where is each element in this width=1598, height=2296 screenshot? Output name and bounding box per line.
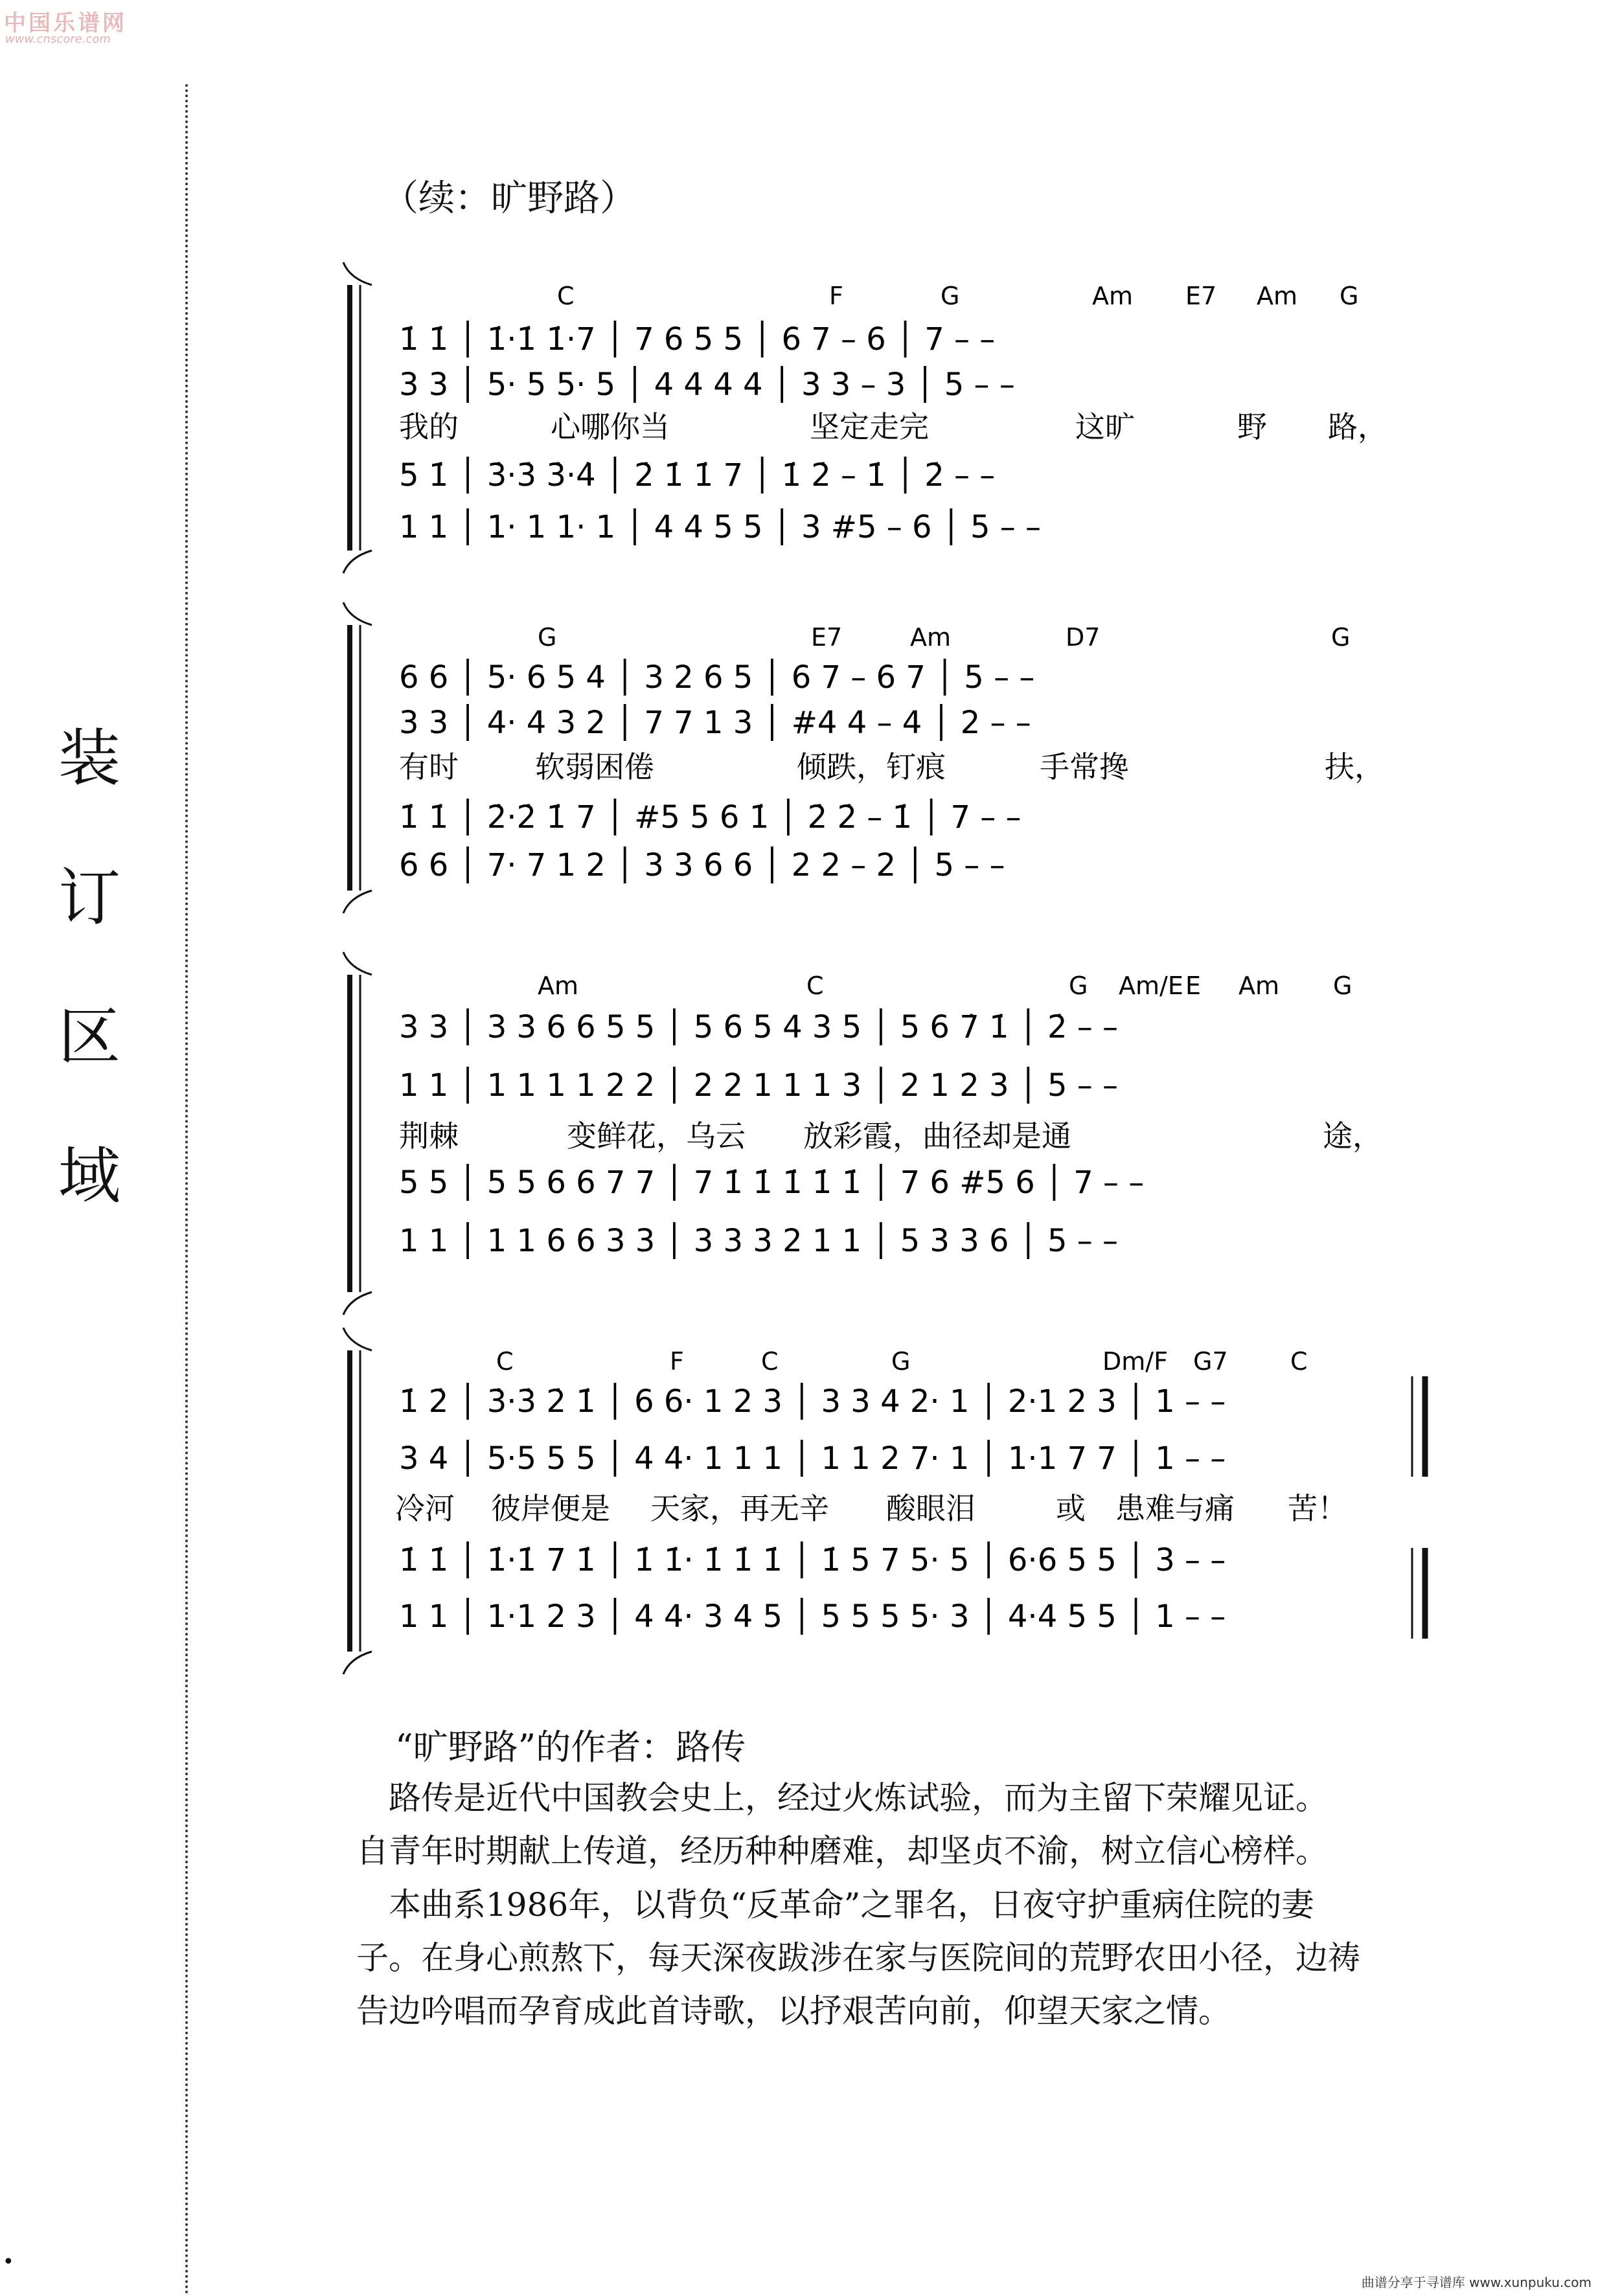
binding-char-3: 区: [58, 1001, 120, 1073]
author-paragraph-2-line-1: 本曲系1986年，以背负“反革命”之罪名，日夜守护重病住院的妻: [356, 1886, 1314, 1924]
system-1-row-2: 3 3 │ 5· 5 5· 5 │ 4 4 4 4 │ 3 3 – 3 │ 5 – –: [399, 367, 1015, 403]
system-2-row-4: 6 6 │ 7· 7 1 2 │ 3 3 6 6 │ 2 2 – 2 │ 5 – –: [399, 847, 1005, 883]
system-4-chord-2: F: [670, 1347, 684, 1376]
system-2-chord-4: D7: [1066, 623, 1101, 652]
system-3-lyric-4: 途，: [1323, 1119, 1382, 1154]
system-4-lyric-5: 或: [1056, 1491, 1086, 1526]
system-1-chord-3: G: [941, 282, 960, 310]
system-4-row-2: 3 4 │ 5·5 5 5 │ 4 4· 1 1 1 │ 1 1 2 7· 1 │ 1·1 7 7 │ 1 – –: [399, 1440, 1226, 1477]
binding-char-1: 装: [58, 722, 120, 795]
system-4-chord-7: C: [1290, 1347, 1308, 1376]
system-2-lyric-5: 扶，: [1325, 749, 1384, 784]
system-3-row-2: 1 1 │ 1 1 1 1 2 2 │ 2 2 1 1 1 3 │ 2 1 2 3 │ 5 – –: [399, 1067, 1119, 1104]
binding-char-2: 订: [58, 861, 120, 934]
system-3-row-1: 3 3 │ 3 3 6 6 5 5 │ 5 6 5 4 3 5 │ 5 6 7̇ 1̇ │ 2̇ – –: [399, 1009, 1119, 1045]
system-2-chord-1: G: [538, 623, 557, 652]
author-paragraph-2-line-3: 告边吟唱而孕育成此首诗歌，以抒艰苦向前，仰望天家之情。: [356, 1992, 1231, 2030]
system-3-chord-1: Am: [538, 972, 579, 1000]
system-2-chord-3: Am: [910, 623, 952, 652]
system-4-lyric-3: 天家，再无辛: [650, 1491, 829, 1526]
system-3-row-3: 5 5 │ 5 5 6 6 7 7 │ 7 1̇ 1̇ 1̇ 1̇ 1̇ │ 7 6 #5 6 │ 7 – –: [399, 1165, 1145, 1201]
system-1-row-1: 1̇ 1̇ │ 1̇·1̇ 1̇·7 │ 7 6 5 5 │ 6 7 – 6 │ 7 – –: [399, 321, 996, 358]
watermark-url: www.cnscore.com: [5, 32, 111, 46]
system-3-chord-5: E: [1185, 972, 1202, 1000]
system-4-row-1: 1̇ 2̇ │ 3̇·3̇ 2̇ 1̇ │ 6 6· 1 2 3 │ 3 3 4 2· 1 │ 2·1 2 3 │ 1 – –: [399, 1383, 1226, 1420]
system-2-chord-2: E7: [811, 623, 843, 652]
system-2-row-3: 1̇ 1̇ │ 2̇·2̇ 1̇ 7 │ #5 5 6 1̇ │ 2̇ 2̇ – 1̇ │ 7 – –: [399, 799, 1022, 835]
system-2-row-1: 6 6 │ 5· 6 5 4 │ 3 2 6 5 │ 6 7 – 6 7 │ 5 – –: [399, 659, 1035, 696]
author-paragraph-1-line-2: 自青年时期献上传道，经历种种磨难，却坚贞不渝，树立信心榜样。: [356, 1832, 1328, 1870]
system-4-lyric-1: 冷河: [395, 1491, 455, 1526]
system-1-row-3: 5 1̇ │ 3̇·3̇ 3̇·4̇ │ 2̇ 1̇ 1̇ 7 │ 1̇ 2̇ – 1̇ │ 2̇ – –: [399, 457, 996, 494]
page-dot: •: [3, 2251, 14, 2273]
system-1-bracket-top: [343, 262, 372, 285]
system-1-lyric-4: 这旷: [1075, 409, 1135, 444]
system-3-bracket-top: [343, 952, 372, 975]
system-3-chord-6: Am: [1238, 972, 1280, 1000]
system-3-chord-4: Am/E: [1119, 972, 1183, 1000]
system-1-bracket-bottom: [343, 551, 372, 573]
system-2-lyric-2: 软弱困倦: [535, 749, 654, 784]
author-paragraph-2: [356, 1878, 1483, 2038]
system-4-bracket-top: [343, 1328, 372, 1350]
system-4-chord-3: C: [761, 1347, 779, 1376]
system-2-chord-5: G: [1331, 623, 1351, 652]
system-1-chord-6: Am: [1257, 282, 1298, 310]
system-4-row-4: 1 1 │ 1·1 2 3 │ 4 4· 3 4 5 │ 5 5 5 5· 3 │ 4·4 5 5 │ 1 – –: [399, 1598, 1226, 1635]
system-1-chord-1: C: [557, 282, 575, 310]
system-1-chord-2: F: [829, 282, 843, 310]
system-1-lyric-6: 路，: [1328, 409, 1387, 444]
system-1-lyric-3: 坚定走完: [810, 409, 929, 444]
system-4-lyric-4: 酸眼泪: [886, 1491, 976, 1526]
author-title: “旷野路”的作者：路传: [395, 1727, 746, 1767]
author-paragraph-1: [356, 1771, 1483, 1878]
system-1-lyric-2: 心哪你当: [551, 409, 670, 444]
system-4-chord-4: G: [891, 1347, 911, 1376]
system-3-chord-2: C: [806, 972, 824, 1000]
author-paragraph-1-line-1: 路传是近代中国教会史上，经过火炼试验，而为主留下荣耀见证。: [356, 1779, 1328, 1817]
binding-char-4: 域: [58, 1140, 120, 1212]
system-3-lyric-3: 放彩霞，曲径却是通: [803, 1119, 1071, 1154]
system-4-bracket-bottom: [343, 1652, 372, 1674]
system-2-lyric-3: 倾跌，钉痕: [797, 749, 946, 784]
system-1-chord-4: Am: [1092, 282, 1134, 310]
system-2-lyric-4: 手常搀: [1040, 749, 1129, 784]
system-1-row-4: 1 1 │ 1· 1 1· 1 │ 4 4 5 5 │ 3 #5 – 6 │ 5 – –: [399, 509, 1042, 545]
system-2-bracket-bottom: [343, 891, 372, 913]
system-3-chord-7: G: [1333, 972, 1353, 1000]
system-4-lyric-2: 彼岸便是: [491, 1491, 610, 1526]
system-4-chord-1: C: [496, 1347, 514, 1376]
watermark-logo: 中国乐谱网: [4, 10, 127, 36]
system-1-lyric-1: 我的: [399, 409, 459, 444]
system-3-chord-3: G: [1069, 972, 1088, 1000]
system-3-lyric-2: 变鲜花，乌云: [567, 1119, 746, 1154]
system-4-lyric-7: 苦！: [1288, 1491, 1347, 1526]
system-4-chord-5: Dm/F: [1102, 1347, 1168, 1376]
system-4-lyric-6: 患难与痛: [1115, 1491, 1235, 1526]
continuation-title: （续：旷野路）: [382, 177, 636, 220]
system-4-row-3: 1̇ 1̇ │ 1̇·1̇ 7 1̇ │ 1̇ 1̇· 1̇ 1̇ 1̇ │ 1̇ 5 7 5· 5 │ 6·6 5 5 │ 3 – –: [399, 1542, 1226, 1578]
system-3-bracket-bottom: [343, 1292, 372, 1315]
system-3-row-4: 1 1 │ 1 1 6 6 3 3 │ 3 3 3 2 1 1 │ 5 3 3 6 │ 5 – –: [399, 1223, 1119, 1259]
system-1-lyric-5: 野: [1237, 409, 1267, 444]
footer-credit: 曲谱分享于寻谱库 www.xunpuku.com: [1361, 2275, 1592, 2290]
system-4-chord-6: G7: [1193, 1347, 1228, 1376]
system-2-row-2: 3 3 │ 4· 4 3 2 │ 7 7 1 3 │ #4 4 – 4 │ 2 – –: [399, 705, 1031, 741]
system-2-lyric-1: 有时: [399, 749, 459, 784]
system-1-chord-7: G: [1340, 282, 1359, 310]
system-3-lyric-1: 荆棘: [399, 1119, 459, 1154]
system-2-bracket-top: [343, 602, 372, 625]
system-1-chord-5: E7: [1185, 282, 1217, 310]
author-paragraph-2-line-2: 子。在身心煎熬下，每天深夜跋涉在家与医院间的荒野农田小径，边祷: [356, 1939, 1360, 1977]
